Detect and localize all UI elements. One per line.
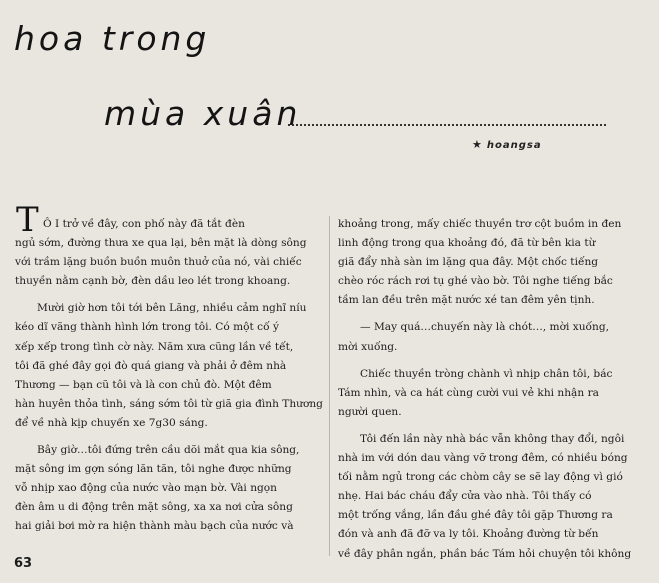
text-line: tôi đã ghé đây gọi đò quá giang và phải ở đêm nhà <box>15 359 287 372</box>
text-line: về đây phân ngắn, phần bác Tám hỏi chuyện tôi không <box>338 547 632 560</box>
drop-cap: T <box>16 200 39 240</box>
column-divider <box>329 216 330 556</box>
text-line: Ô I trở về đây, con phố này đã tắt đèn <box>43 218 245 230</box>
text-line: khoảng trong, mấy chiếc thuyền trơ cột buồm in đen <box>338 218 622 230</box>
text-line: đèn âm u di động trên mặt sông, xa xa nơi cửa sông <box>15 501 293 514</box>
text-line: chèo róc rách rơi tụ ghé vào bờ. Tôi nghe tiếng bắc <box>338 275 613 288</box>
text-line: ngủ sớm, đường thưa xe qua lại, bên mặt là dòng sông <box>15 237 307 250</box>
page-number: 63 <box>14 556 33 571</box>
author-byline <box>472 138 542 151</box>
text-line: xếp xếp trong tình cờ này. Năm xưa cũng lần về tết, <box>15 340 294 353</box>
paragraph-gap <box>15 433 321 441</box>
text-line: tối nằm ngủ trong các chòm cây se sẽ lay động vì gió <box>338 471 623 484</box>
text-line: — May quá…chuyến này là chót…, mời xuống, <box>360 321 609 334</box>
text-line: nhẹ. Hai bác cháu đẩy cửa vào nhà. Tôi thấy có <box>338 490 592 503</box>
author-name: hoangsa <box>486 140 542 151</box>
text-line: mặt sông im gợn sóng lăn tăn, tôi nghe được những <box>15 463 292 476</box>
text-line: mời xuống. <box>338 340 398 353</box>
text-line: giã đẩy nhà sàn im lặng qua đây. Một chốc tiếng <box>338 256 599 269</box>
star-icon: ★ <box>472 138 483 151</box>
text-line: hàn huyên thỏa tình, sáng sớm tôi từ giã gia đình Thương <box>15 397 323 410</box>
text-line: linh động trong qua khoảng đó, đã từ bên kia từ <box>338 237 596 250</box>
text-line: hai giải bơi mờ ra hiện thành màu bạch của nước và <box>15 520 294 533</box>
text-line: người quen. <box>338 405 402 418</box>
text-line: Tôi đến lần này nhà bác vẫn không thay đổi, ngôi <box>360 432 625 445</box>
text-column-left <box>15 215 321 537</box>
text-line: kéo dĩ vãng thành hình lớn trong tôi. Có một cố ý <box>15 321 279 334</box>
text-line: Thương — bạn cũ tôi và là con chủ đò. Một đêm <box>15 378 272 391</box>
paragraph-gap <box>338 357 640 365</box>
text-column-right <box>338 215 640 564</box>
text-line: Tám nhìn, và ca hát cùng cười vui vẻ khi nhận ra <box>338 386 599 399</box>
paragraph-gap <box>15 291 321 299</box>
title-line-1: hoa trong <box>14 19 211 58</box>
text-line: nhà im với dón dau vàng vỡ trong đêm, có nhiều bóng <box>338 452 628 465</box>
title-dotted-rule <box>288 124 606 126</box>
text-line: tầm lan đều trên mặt nước xé tan đêm yên tịnh. <box>338 294 595 307</box>
text-line: vỗ nhịp xao động của nước vào mạn bờ. Vài ngọn <box>15 482 277 495</box>
text-line: để về nhà kịp chuyến xe 7g30 sáng. <box>15 416 208 429</box>
text-line: Chiếc thuyền tròng chành vì nhịp chân tôi, bác <box>360 367 613 380</box>
text-line: đón và anh đã đỡ va ly tôi. Khoảng đường từ bến <box>338 528 599 541</box>
paragraph-gap <box>338 422 640 430</box>
title-line-2: mùa xuân <box>104 94 302 133</box>
text-line: một trống vắng, lần đầu ghé đây tôi gặp Thương ra <box>338 509 613 522</box>
text-line: Mười giờ hơn tôi tới bên Lăng, nhiều cảm nghĩ níu <box>37 302 307 315</box>
text-line: Bây giờ…tôi đứng trên cầu dõi mắt qua kia sông, <box>37 444 300 457</box>
text-line: thuyền nằm cạnh bờ, đèn dầu leo lét trong khoang. <box>15 275 291 288</box>
paragraph-gap <box>338 310 640 318</box>
text-line: với trầm lặng buồn buồn muôn thuở của nó, vài chiếc <box>15 256 302 269</box>
